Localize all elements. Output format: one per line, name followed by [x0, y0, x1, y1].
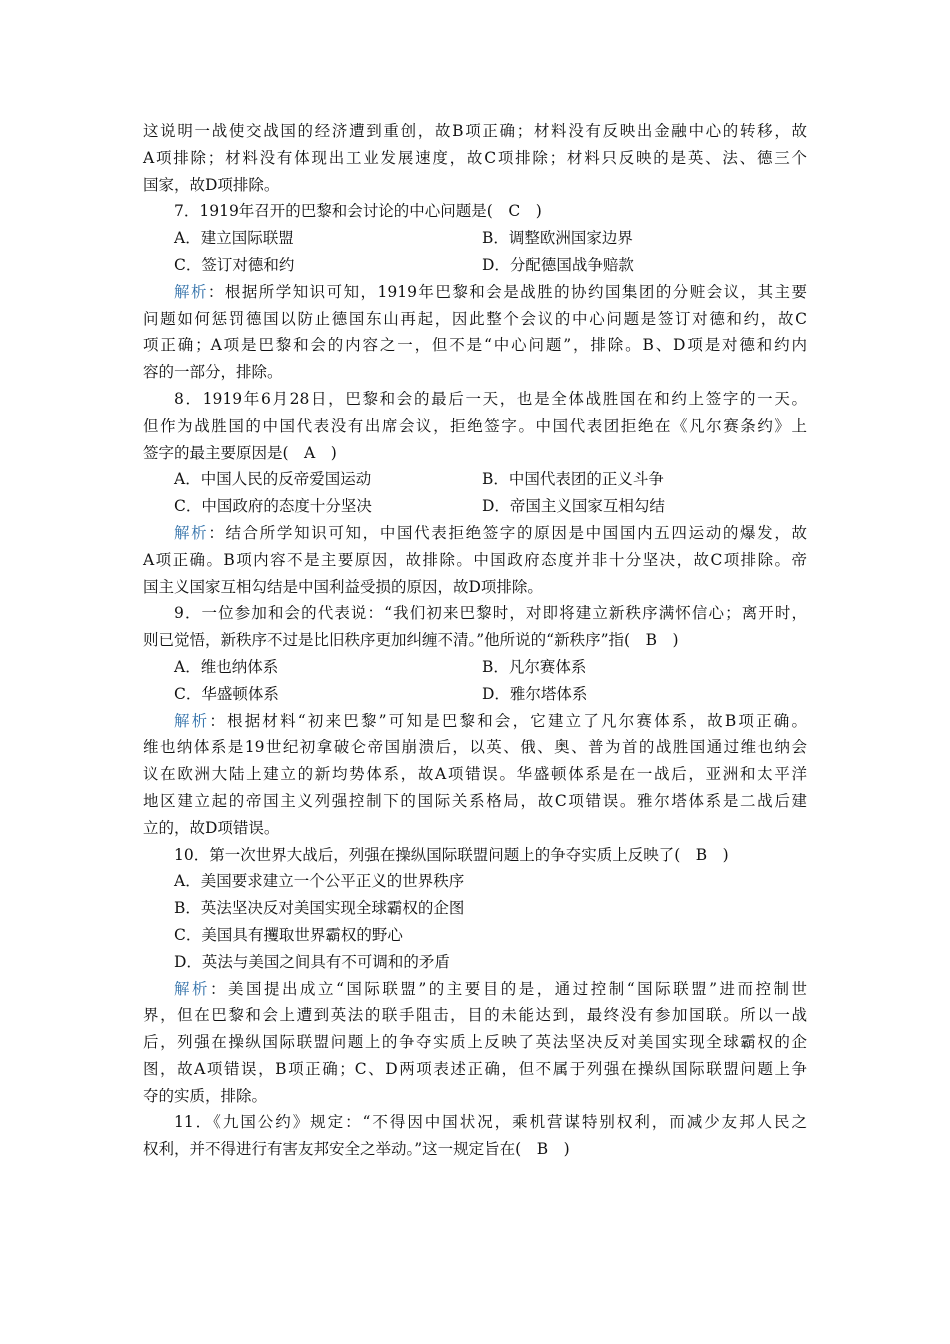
- analysis-label: 解析: [174, 282, 208, 301]
- analysis-line: 地区建立起的帝国主义列强控制下的国际关系格局，故C项错误。雅尔塔体系是二战后建: [143, 791, 807, 810]
- analysis-label: 解析: [174, 711, 210, 730]
- option-c: C．华盛顿体系: [174, 684, 279, 703]
- question-11: [143, 1109, 807, 1163]
- intro-paragraph: [143, 118, 807, 198]
- text-line: A项排除；材料没有体现出工业发展速度，故C项排除；材料只反映的是英、法、德三个: [143, 148, 807, 167]
- analysis: [143, 279, 807, 386]
- analysis-line: 立的，故D项错误。: [143, 818, 280, 837]
- analysis: [143, 976, 807, 1110]
- question-stem: 8．1919年6月28日，巴黎和会的最后一天，也是全体战胜国在和约上签字的一天。: [174, 389, 807, 408]
- question-stem: 但作为战胜国的中国代表没有出席会议，拒绝签字。中国代表团拒绝在《凡尔赛条约》上: [143, 416, 807, 435]
- analysis: [143, 520, 807, 600]
- analysis-line: 图，故A项错误，B项正确；C、D两项表述正确，但不属于列强在操纵国际联盟问题上争: [143, 1059, 807, 1078]
- analysis-text: ：根据所学知识可知，1919年巴黎和会是战胜的协约国集团的分赃会议，其主要: [207, 282, 807, 301]
- question-stem: 11．《九国公约》规定：“不得因中国状况，乘机营谋特别权利，而减少友邦人民之: [174, 1113, 807, 1132]
- option-b: B．中国代表团的正义斗争: [482, 470, 664, 489]
- option-c: C．中国政府的态度十分坚决: [174, 497, 372, 516]
- option-a: A．建立国际联盟: [174, 229, 294, 248]
- option-a: A．中国人民的反帝爱国运动: [174, 470, 372, 489]
- option-a: A．维也纳体系: [174, 657, 279, 676]
- analysis-line: [143, 708, 807, 735]
- analysis-line: 维也纳体系是19世纪初拿破仑帝国崩溃后，以英、俄、奥、普为首的战胜国通过维也纳会: [143, 738, 807, 757]
- option-d: D．帝国主义国家互相勾结: [482, 497, 665, 516]
- option-row: [143, 225, 807, 252]
- option-row: [143, 466, 807, 493]
- option-d: D．雅尔塔体系: [482, 684, 588, 703]
- analysis-line: [143, 976, 807, 1003]
- analysis-text: ：结合所学知识可知，中国代表拒绝签字的原因是中国国内五四运动的爆发，故: [208, 523, 807, 542]
- option-c: C．签订对德和约: [174, 255, 295, 274]
- analysis-line: 国主义国家互相勾结是中国利益受损的原因，故D项排除。: [143, 577, 543, 596]
- option-row: [143, 252, 807, 279]
- analysis-line: A项正确。B项内容不是主要原因，故排除。中国政府态度并非十分坚决，故C项排除。帝: [143, 550, 807, 569]
- analysis-line: 项正确；A项是巴黎和会的内容之一，但不是“中心问题”，排除。B、D项是对德和约内: [143, 336, 807, 355]
- option-d: D．英法与美国之间具有不可调和的矛盾: [174, 952, 450, 971]
- option-b: B．凡尔赛体系: [482, 657, 587, 676]
- analysis-line: 界，但在巴黎和会上遭到英法的联手阻击，目的未能达到，最终没有参加国联。所以一战: [143, 1006, 807, 1025]
- analysis-line: 问题如何惩罚德国以防止德国东山再起，因此整个会议的中心问题是签订对德和约，故C: [143, 309, 807, 328]
- question-9: [143, 600, 807, 841]
- text-line: 国家，故D项排除。: [143, 175, 280, 194]
- analysis-line: 容的一部分，排除。: [143, 363, 283, 382]
- question-7: [143, 198, 807, 386]
- option-d: D．分配德国战争赔款: [482, 255, 634, 274]
- analysis-line: [143, 520, 807, 547]
- question-stem: 9．一位参加和会的代表说：“我们初来巴黎时，对即将建立新秩序满怀信心；离开时，: [174, 604, 807, 623]
- question-stem: 则已觉悟，新秩序不过是比旧秩序更加纠缠不清。”他所说的“新秩序”指( B ): [143, 631, 679, 650]
- analysis-line: [143, 279, 807, 306]
- analysis-line: 议在欧洲大陆上建立的新均势体系，故A项错误。华盛顿体系是在一战后，亚洲和太平洋: [143, 765, 807, 784]
- analysis: [143, 708, 807, 842]
- analysis-text: ：美国提出成立“国际联盟”的主要目的是，通过控制“国际联盟”进而控制世: [210, 979, 807, 998]
- analysis-line: 夺的实质，排除。: [143, 1086, 268, 1105]
- analysis-label: 解析: [174, 523, 209, 542]
- option-row: [143, 681, 807, 708]
- option-b: B．英法坚决反对美国实现全球霸权的企图: [174, 899, 465, 918]
- option-c: C．美国具有攫取世界霸权的野心: [174, 925, 403, 944]
- analysis-text: ：根据材料“初来巴黎”可知是巴黎和会，它建立了凡尔赛体系，故B项正确。: [209, 711, 807, 730]
- question-8: [143, 386, 807, 600]
- analysis-label: 解析: [174, 979, 210, 998]
- text-line: 这说明一战使交战国的经济遭到重创，故B项正确；材料没有反映出金融中心的转移，故: [143, 122, 807, 140]
- document-page: [143, 118, 807, 1163]
- question-stem: 7．1919年召开的巴黎和会讨论的中心问题是( C ): [174, 202, 542, 221]
- option-row: [143, 493, 807, 520]
- question-stem: 权利，并不得进行有害友邦安全之举动。”这一规定旨在( B ): [143, 1140, 570, 1159]
- question-10: [143, 842, 807, 1110]
- option-a: A．美国要求建立一个公平正义的世界秩序: [174, 872, 465, 891]
- question-stem: 10．第一次世界大战后，列强在操纵国际联盟问题上的争夺实质上反映了( B ): [174, 845, 729, 864]
- option-row: [143, 654, 807, 681]
- question-stem: 签字的最主要原因是( A ): [143, 443, 337, 462]
- option-b: B．调整欧洲国家边界: [482, 229, 633, 248]
- analysis-line: 后，列强在操纵国际联盟问题上的争夺实质上反映了英法坚决反对美国实现全球霸权的企: [143, 1033, 807, 1052]
